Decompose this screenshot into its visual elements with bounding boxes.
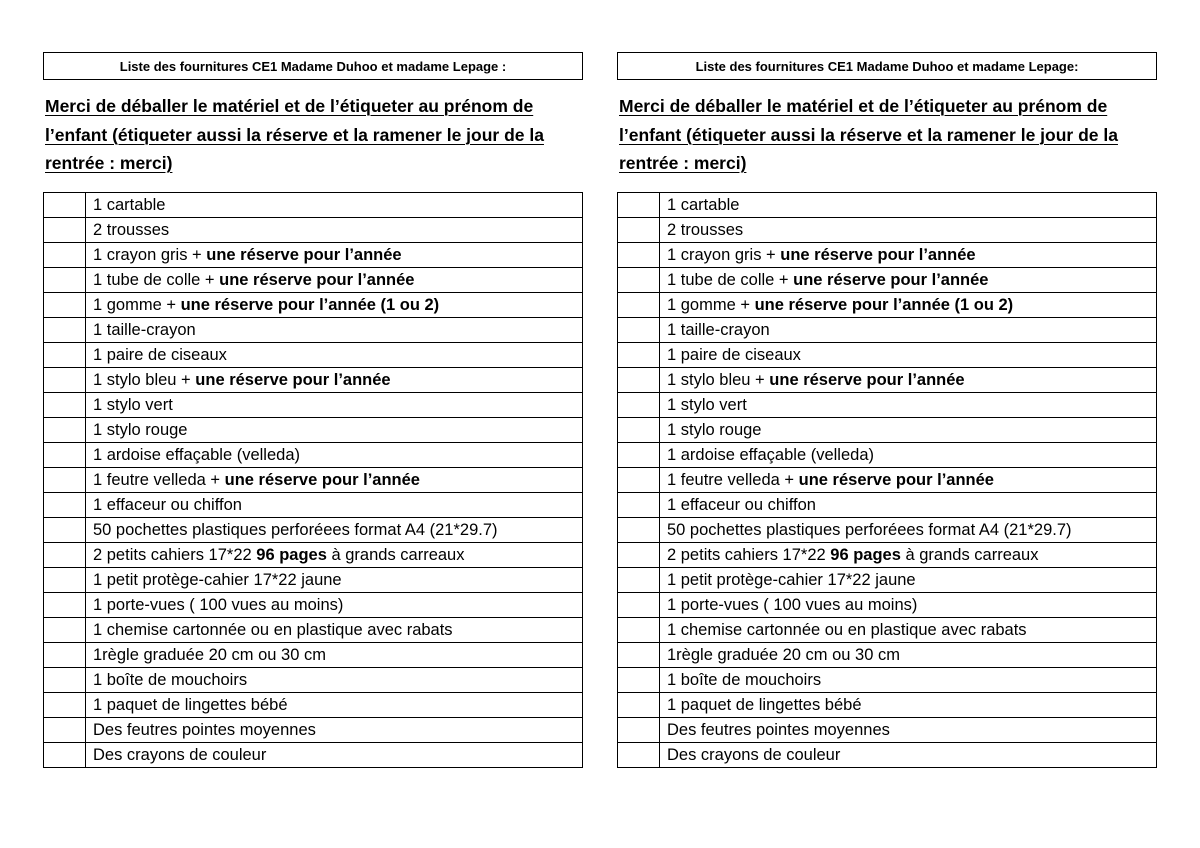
checkbox-cell	[618, 593, 660, 618]
checkbox-cell	[618, 418, 660, 443]
supply-item	[86, 318, 583, 343]
checkbox-cell	[618, 618, 660, 643]
checkbox-cell	[618, 268, 660, 293]
checkbox-cell	[44, 393, 86, 418]
supply-item-text: 1 taille-crayon	[93, 321, 196, 339]
supply-item-text: 1 stylo rouge	[93, 421, 188, 439]
supply-item-text: 1 gomme +	[667, 296, 755, 314]
supply-item	[660, 318, 1157, 343]
supply-item-text: Des feutres pointes moyennes	[667, 721, 890, 739]
supply-item	[660, 518, 1157, 543]
checkbox-cell	[44, 668, 86, 693]
supply-row	[44, 218, 583, 243]
supply-item	[660, 618, 1157, 643]
supply-row	[44, 318, 583, 343]
supply-item-text: 1 porte-vues ( 100 vues au moins)	[93, 596, 344, 614]
supply-item	[86, 243, 583, 268]
supply-item-text: 1 tube de colle +	[667, 271, 794, 289]
supply-item	[86, 643, 583, 668]
supply-table-body	[44, 193, 583, 768]
supply-item-emphasis: une réserve pour l’année	[195, 371, 391, 389]
checkbox-cell	[44, 243, 86, 268]
supply-item-emphasis: 96 pages	[830, 546, 901, 564]
supply-item-text: 50 pochettes plastiques perforéees format A4 (21*29.7)	[667, 521, 1072, 539]
supply-item-text: 1 stylo bleu +	[93, 371, 196, 389]
checkbox-cell	[618, 643, 660, 668]
supply-item-text: 1 tube de colle +	[93, 271, 220, 289]
checkbox-cell	[44, 468, 86, 493]
checkbox-cell	[44, 543, 86, 568]
checkbox-cell	[618, 368, 660, 393]
supply-item-emphasis: une réserve pour l’année (1 ou 2)	[754, 296, 1014, 314]
supply-item-emphasis: 96 pages	[256, 546, 327, 564]
supply-item	[86, 293, 583, 318]
supply-item	[660, 293, 1157, 318]
supply-item-emphasis: une réserve pour l’année	[793, 271, 989, 289]
supply-item	[660, 693, 1157, 718]
supply-row	[618, 668, 1157, 693]
supply-item-text-after: à grands carreaux	[326, 546, 465, 564]
supply-item	[86, 693, 583, 718]
supply-item	[86, 443, 583, 468]
supply-item	[660, 668, 1157, 693]
supply-item-text: 1 cartable	[93, 196, 166, 214]
supply-row	[44, 468, 583, 493]
supply-row	[44, 718, 583, 743]
supply-row	[44, 193, 583, 218]
supply-item-text: 1règle graduée 20 cm ou 30 cm	[667, 646, 900, 664]
supply-item	[86, 343, 583, 368]
supply-item-emphasis: une réserve pour l’année	[769, 371, 965, 389]
supply-row	[618, 368, 1157, 393]
supply-item-text: 2 petits cahiers 17*22	[93, 546, 257, 564]
checkbox-cell	[618, 343, 660, 368]
supply-row	[618, 493, 1157, 518]
supply-row	[44, 568, 583, 593]
supply-table	[617, 192, 1157, 768]
checkbox-cell	[44, 368, 86, 393]
supply-item-emphasis: une réserve pour l’année (1 ou 2)	[180, 296, 440, 314]
supply-row	[618, 393, 1157, 418]
supply-row	[44, 293, 583, 318]
checkbox-cell	[44, 343, 86, 368]
supply-row	[44, 493, 583, 518]
supply-item	[660, 643, 1157, 668]
supply-row	[618, 618, 1157, 643]
supply-item	[86, 268, 583, 293]
list-title: Liste des fournitures CE1 Madame Duhoo et madame Lepage :	[43, 52, 583, 80]
supply-item	[86, 593, 583, 618]
supply-row	[44, 618, 583, 643]
supply-row	[618, 243, 1157, 268]
checkbox-cell	[618, 193, 660, 218]
supply-item-text: 1 gomme +	[93, 296, 181, 314]
supply-row	[618, 343, 1157, 368]
supply-item	[660, 343, 1157, 368]
supply-row	[44, 418, 583, 443]
instructions-line: Merci de déballer le matériel et de l’étiqueter au prénom de	[45, 96, 534, 116]
supply-item	[660, 218, 1157, 243]
supply-item-text: 1 petit protège-cahier 17*22 jaune	[93, 571, 342, 589]
checkbox-cell	[44, 643, 86, 668]
checkbox-cell	[44, 318, 86, 343]
supply-item-text: 2 trousses	[93, 221, 170, 239]
checkbox-cell	[618, 468, 660, 493]
supply-item	[86, 718, 583, 743]
checkbox-cell	[618, 318, 660, 343]
supply-item-emphasis: une réserve pour l’année	[219, 271, 415, 289]
supply-item	[86, 543, 583, 568]
supply-item-text: Des crayons de couleur	[93, 746, 267, 764]
supply-row	[44, 693, 583, 718]
checkbox-cell	[618, 718, 660, 743]
supply-item-emphasis: une réserve pour l’année	[798, 471, 994, 489]
supply-row	[618, 318, 1157, 343]
supply-item-emphasis: une réserve pour l’année	[780, 246, 976, 264]
supply-row	[44, 743, 583, 768]
supply-item-text: 1 crayon gris +	[667, 246, 781, 264]
checkbox-cell	[618, 218, 660, 243]
supply-row	[44, 668, 583, 693]
supply-row	[44, 518, 583, 543]
supply-table	[43, 192, 583, 768]
supply-row	[618, 743, 1157, 768]
checkbox-cell	[44, 743, 86, 768]
supply-row	[618, 568, 1157, 593]
checkbox-cell	[618, 493, 660, 518]
supply-item	[660, 418, 1157, 443]
supply-row	[44, 393, 583, 418]
checkbox-cell	[618, 693, 660, 718]
instructions-line: rentrée : merci)	[45, 153, 173, 173]
supply-item	[86, 493, 583, 518]
checkbox-cell	[44, 518, 86, 543]
supply-item-text: 1 ardoise effaçable (velleda)	[93, 446, 300, 464]
checkbox-cell	[618, 393, 660, 418]
checkbox-cell	[44, 593, 86, 618]
supply-item-text: 1 stylo rouge	[667, 421, 762, 439]
supply-row	[44, 593, 583, 618]
supply-row	[44, 368, 583, 393]
supply-row	[618, 718, 1157, 743]
supply-item	[660, 443, 1157, 468]
checkbox-cell	[44, 418, 86, 443]
supply-row	[618, 643, 1157, 668]
supply-item-emphasis: une réserve pour l’année	[224, 471, 420, 489]
supply-item	[660, 468, 1157, 493]
checkbox-cell	[44, 618, 86, 643]
supply-item	[660, 593, 1157, 618]
supply-item-text: 1 crayon gris +	[93, 246, 207, 264]
supply-item	[660, 568, 1157, 593]
supply-row	[44, 243, 583, 268]
instructions-line: l’enfant (étiqueter aussi la réserve et la ramener le jour de la	[619, 124, 1118, 145]
supply-item	[660, 718, 1157, 743]
supply-row	[44, 268, 583, 293]
supply-item	[86, 518, 583, 543]
supply-row	[618, 193, 1157, 218]
supply-row	[618, 293, 1157, 318]
checkbox-cell	[44, 693, 86, 718]
supply-item-text: 1 effaceur ou chiffon	[667, 496, 816, 514]
supply-item-text: 1 paire de ciseaux	[667, 346, 801, 364]
supply-row	[44, 443, 583, 468]
supply-item-text: 1 paire de ciseaux	[93, 346, 227, 364]
supply-item-text: 1 boîte de mouchoirs	[667, 671, 822, 689]
checkbox-cell	[44, 218, 86, 243]
supply-item-text: 1 chemise cartonnée ou en plastique avec rabats	[93, 621, 453, 639]
supply-item	[660, 543, 1157, 568]
supply-item-text: 1 stylo bleu +	[667, 371, 770, 389]
supply-item-text: 1 paquet de lingettes bébé	[667, 696, 862, 714]
supply-item-text: Des crayons de couleur	[667, 746, 841, 764]
supply-row	[44, 543, 583, 568]
checkbox-cell	[618, 443, 660, 468]
supply-item-text: 1 boîte de mouchoirs	[93, 671, 248, 689]
supply-item-text: 2 petits cahiers 17*22	[667, 546, 831, 564]
supply-table-body	[618, 193, 1157, 768]
supply-item-text: 2 trousses	[667, 221, 744, 239]
checkbox-cell	[618, 243, 660, 268]
list-title: Liste des fournitures CE1 Madame Duhoo et madame Lepage:	[617, 52, 1157, 80]
list-instructions	[45, 92, 585, 178]
supply-row	[618, 218, 1157, 243]
supply-item-emphasis: une réserve pour l’année	[206, 246, 402, 264]
supply-item-text: 1 chemise cartonnée ou en plastique avec rabats	[667, 621, 1027, 639]
supply-row	[618, 693, 1157, 718]
supply-item	[660, 243, 1157, 268]
supply-item-text: 1 cartable	[667, 196, 740, 214]
checkbox-cell	[618, 518, 660, 543]
supply-item-text: 1 stylo vert	[667, 396, 747, 414]
supply-item-text: 1 paquet de lingettes bébé	[93, 696, 288, 714]
checkbox-cell	[44, 193, 86, 218]
checkbox-cell	[618, 568, 660, 593]
supply-row	[618, 593, 1157, 618]
checkbox-cell	[618, 543, 660, 568]
supply-row	[44, 643, 583, 668]
supply-item-text-after: à grands carreaux	[900, 546, 1039, 564]
checkbox-cell	[44, 718, 86, 743]
instructions-line: rentrée : merci)	[619, 153, 747, 173]
supply-item-text: 1 porte-vues ( 100 vues au moins)	[667, 596, 918, 614]
supply-item-text: Des feutres pointes moyennes	[93, 721, 316, 739]
supply-item	[660, 493, 1157, 518]
supply-item-text: 1 feutre velleda +	[93, 471, 225, 489]
instructions-line: l’enfant (étiqueter aussi la réserve et la ramener le jour de la	[45, 124, 544, 145]
checkbox-cell	[618, 668, 660, 693]
supply-item	[86, 193, 583, 218]
supply-item-text: 1 feutre velleda +	[667, 471, 799, 489]
checkbox-cell	[44, 293, 86, 318]
supply-item	[86, 468, 583, 493]
checkbox-cell	[44, 268, 86, 293]
supply-item-text: 1 ardoise effaçable (velleda)	[667, 446, 874, 464]
supply-row	[44, 343, 583, 368]
supply-item	[86, 668, 583, 693]
supply-row	[618, 443, 1157, 468]
supply-item-text: 1 petit protège-cahier 17*22 jaune	[667, 571, 916, 589]
supply-row	[618, 268, 1157, 293]
supply-item-text: 1 stylo vert	[93, 396, 173, 414]
supply-row	[618, 468, 1157, 493]
instructions-line: Merci de déballer le matériel et de l’étiqueter au prénom de	[619, 96, 1108, 116]
supply-item	[86, 393, 583, 418]
checkbox-cell	[618, 743, 660, 768]
supply-item	[86, 743, 583, 768]
list-instructions	[619, 92, 1159, 178]
supply-item	[660, 743, 1157, 768]
supply-item	[86, 418, 583, 443]
supply-item	[86, 568, 583, 593]
supply-row	[618, 543, 1157, 568]
supply-item	[660, 193, 1157, 218]
checkbox-cell	[618, 293, 660, 318]
supply-item	[660, 393, 1157, 418]
checkbox-cell	[44, 443, 86, 468]
supply-item-text: 50 pochettes plastiques perforéees format A4 (21*29.7)	[93, 521, 498, 539]
supply-row	[618, 418, 1157, 443]
supply-item	[660, 268, 1157, 293]
supply-item-text: 1règle graduée 20 cm ou 30 cm	[93, 646, 326, 664]
supply-item-text: 1 effaceur ou chiffon	[93, 496, 242, 514]
supply-item	[86, 368, 583, 393]
supply-item	[86, 618, 583, 643]
supply-item	[660, 368, 1157, 393]
supply-item-text: 1 taille-crayon	[667, 321, 770, 339]
checkbox-cell	[44, 493, 86, 518]
supply-item	[86, 218, 583, 243]
supply-row	[618, 518, 1157, 543]
checkbox-cell	[44, 568, 86, 593]
